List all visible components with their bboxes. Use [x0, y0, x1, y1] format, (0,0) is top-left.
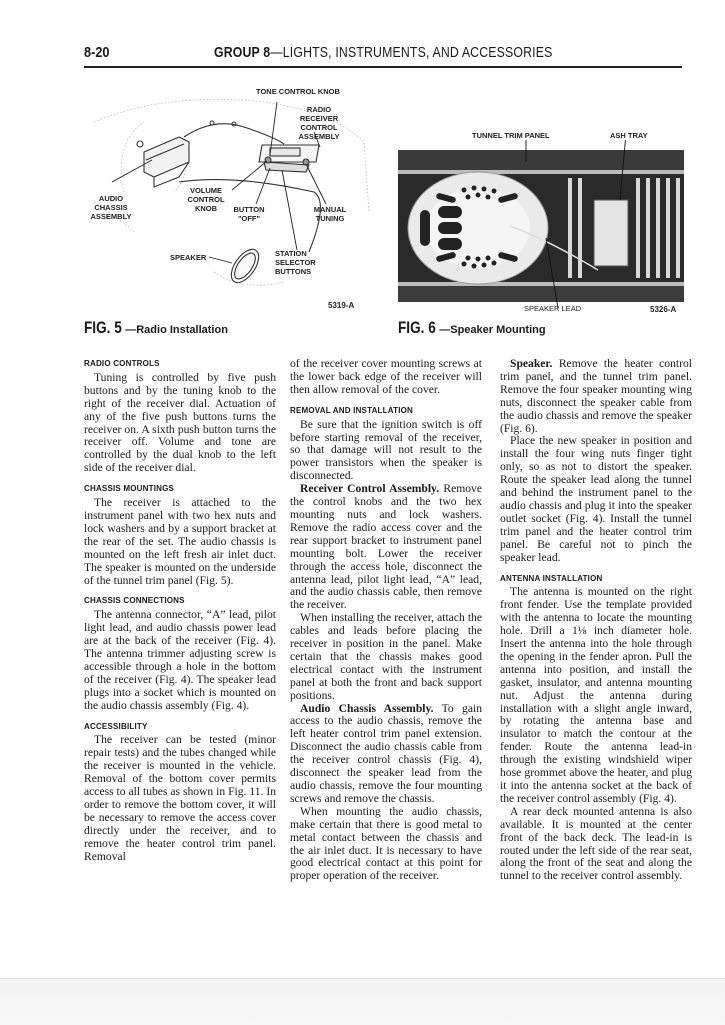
heading-radio-controls: RADIO CONTROLS: [84, 359, 160, 368]
paragraph: A rear deck mounted antenna is also available. It is mounted at the center front of the back deck. The lead-in is routed under the left side of the rear seat, along the front of the seat and along the tunnel to the receiver control assembly.: [500, 804, 692, 883]
figure-6-speaker-mounting: [398, 128, 684, 314]
label-radio-receiver-control-assembly: RADIO RECEIVER CONTROL ASSEMBLY: [298, 105, 340, 141]
label-button-off: BUTTON "OFF": [233, 205, 265, 223]
label-manual-tuning: MANUAL TUNING: [313, 205, 347, 223]
label-audio-chassis-assembly: AUDIO CHASSIS ASSEMBLY: [90, 194, 132, 221]
label-speaker-lead: SPEAKER LEAD: [524, 304, 582, 313]
paragraph: The receiver is attached to the instrument panel with two hex nuts and lock washers and by a support bracket at the rear of the set. The audio chassis is mounted on the left fresh air inlet duct. The speaker is mounted on the underside of the tunnel trim panel (Fig. 5).: [84, 496, 276, 587]
caption-number: FIG. 5: [84, 318, 122, 337]
heading-chassis-mountings: CHASSIS MOUNTINGS: [84, 484, 175, 494]
paragraph-body: To gain access to the audio chassis, remove the left heater control trim panel extension. Disconnect the audio chassis cable from the receiver control chassis (Fig. 4), disconnect the speaker lead from the audio chassis, remove the four mounting screws and remove the chassis.: [290, 701, 482, 805]
page-header: [84, 44, 682, 64]
heading-antenna-installation: ANTENNA INSTALLATION: [500, 573, 603, 583]
run-in-heading: Audio Chassis Assembly.: [300, 701, 434, 715]
page-bottom-margin: [0, 978, 725, 1025]
figure-6-caption: [398, 318, 546, 338]
paragraph: When installing the receiver, attach the cables and leads before placing the receiver in position in the panel. Make certain that the chassis makes good electrical contact with the instrument panel at both the front and back support positions.: [290, 611, 482, 702]
paragraph: [500, 358, 692, 435]
run-in-heading: Receiver Control Assembly.: [300, 482, 440, 496]
figure-id: 5319-A: [328, 301, 355, 310]
label-station-selector-buttons: STATION SELECTOR BUTTONS: [275, 249, 316, 276]
text-column-2: [290, 358, 482, 883]
paragraph: When mounting the audio chassis, make certain that there is good metal to metal contact between the chassis and the air inlet duct. It is necessary to have good electrical contact at this point for proper operation of the receiver.: [290, 804, 482, 883]
paragraph: Tuning is controlled by five push buttons and by the tuning knob to the right of the receiver dial. Actuation of any of the five push buttons turns the receiver on. A sixth push button turns the receiver off. Volume and tone are controlled by the dual knob to the left side of the receiver dial.: [84, 370, 276, 475]
heading-chassis-connections: CHASSIS CONNECTIONS: [84, 596, 185, 606]
heading-accessibility: ACCESSIBILITY: [84, 721, 148, 731]
figure-id: 5326-A: [650, 305, 677, 314]
paragraph: Place the new speaker in position and install the four wing nuts finger tight only, so as not to distort the speaker. Route the speaker lead along the tunnel and behind the instrument panel to the audio chassis and plug it into the speaker outlet socket (Fig. 4). Install the tunnel trim panel and the heater control trim panel. Be careful not to pinch the speaker lead.: [500, 434, 692, 564]
heading-removal-and-installation: REMOVAL AND INSTALLATION: [290, 405, 414, 415]
run-in-heading: Speaker.: [510, 357, 553, 370]
paragraph: [290, 483, 482, 612]
label-ash-tray: ASH TRAY: [610, 131, 648, 140]
caption-text: —Speaker Mounting: [439, 324, 546, 336]
section-title: —LIGHTS, INSTRUMENTS, AND ACCESSORIES: [270, 44, 553, 61]
paragraph: The antenna is mounted on the right front fender. Use the template provided with the antenna to locate the mounting hole. Drill a 1⅛ inch diameter hole. Insert the antenna into the hole through the opening in the fender apron. Pull the antenna into position, and install the gasket, insulator, and antenna mounting nut. Adjust the antenna during installation with a slight angle inward, by rotating the antenna base and insulator to match the contour at the fender. Route the antenna lead-in through the existing windshield wiper hose grommet above the heater, and plug it into the antenna socket at the back of the receiver control assembly (Fig. 4).: [500, 585, 692, 805]
header-rule: [84, 66, 682, 68]
label-tone-control-knob: TONE CONTROL KNOB: [256, 87, 340, 96]
speaker-mounting-photo: [398, 140, 684, 312]
label-tunnel-trim-panel: TUNNEL TRIM PANEL: [472, 131, 550, 140]
paragraph-body: Remove the control knobs and the two hex mounting nuts and lock washers. Remove the radio access cover and the rear support bracket to instrument panel mounting bolt. Lower the receiver through the access hole, disconnect the antenna lead, pilot light lead, “A” lead, and the audio chassis cable, then remove the receiver.: [290, 482, 482, 612]
group-label: GROUP 8: [214, 44, 271, 61]
running-title: [214, 44, 552, 61]
label-speaker: SPEAKER: [170, 253, 207, 262]
paragraph: of the receiver cover mounting screws at the lower back edge of the receiver will then allow removal of the cover.: [290, 357, 482, 396]
caption-number: FIG. 6: [398, 318, 436, 337]
text-column-1: [84, 358, 276, 864]
paragraph: Be sure that the ignition switch is off before starting removal of the receiver, so that damage will not result to the power transistors when the speaker is disconnected.: [290, 417, 482, 483]
label-volume-control-knob: VOLUME CONTROL KNOB: [187, 186, 225, 213]
paragraph: The antenna connector, “A” lead, pilot light lead, and audio chassis power lead are at the back of the receiver (Fig. 4). The antenna trimmer adjusting screw is accessible through a hole in the bottom of the receiver (Fig. 4). The speaker lead plugs into a socket which is mounted on the audio chassis assembly (Fig. 4).: [84, 608, 276, 712]
paragraph-body: Remove the heater control trim panel, and the tunnel trim panel. Remove the four speaker mounting wing nuts, disconnect the speaker cable from the audio chassis and remove the speaker (Fig. 6).: [500, 357, 692, 435]
page-number: 8-20: [84, 44, 110, 61]
paragraph: The receiver can be tested (minor repair tests) and the tubes changed while the receiver is mounted in the vehicle. Removal of the bottom cover permits access to all tubes as shown in Fig. 11. In order to remove the bottom cover, it will be necessary to remove the access cover directly under the receiver, and to remove the heater control trim panel. Removal: [84, 733, 276, 863]
figure-5-radio-installation: [84, 82, 374, 310]
caption-text: —Radio Installation: [125, 324, 228, 336]
paragraph: [290, 703, 482, 806]
figure-5-caption: [84, 318, 228, 338]
text-column-3: [500, 358, 692, 883]
